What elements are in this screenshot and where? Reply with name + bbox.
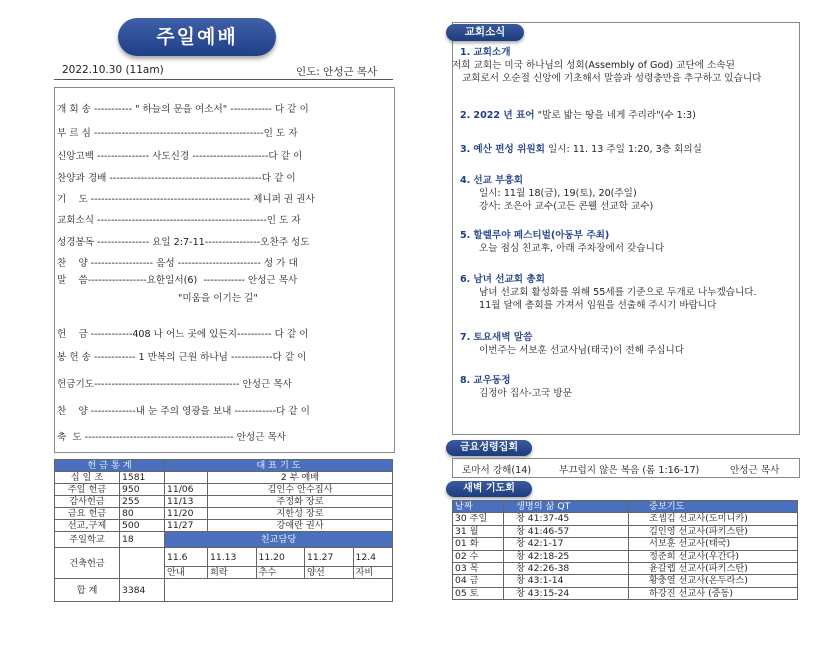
header-divider [54,79,393,80]
news-item: 2. 2022 년 표어 "발로 밟는 땅을 네게 주리라"(수 1:3) [460,110,696,121]
news-item: 6. 남녀 선교회 총회 남녀 선교회 활성화를 위해 55세를 기준으로 두개로 나누겠습니다. 11월 달에 총회를 가져서 임원을 선출해 주시기 바랍니다 [460,274,757,311]
order-row: 헌 금 ------------408 나 어느 곳에 있든지---------- 다 같 이 [57,329,309,340]
prayer-header: 대 표 기 도 [165,460,393,472]
friday-series: 로마서 강해(14) [462,465,532,476]
news-item: 3. 예산 편성 위원회 일시: 11. 13 주일 1:20, 3층 회의실 [460,144,702,155]
news-item: 7. 토요새벽 말씀 이번주는 서보훈 선교사님(태국)이 전해 주십니다 [460,332,685,356]
table-row: 건축헌금 11.6 11.13 11.20 11.27 12.4 [55,548,393,567]
order-row: 봉 헌 송 ------------ 1 만복의 근원 하나님 ------------다 같 이 [57,352,307,363]
table-row: 감사헌금 255 11/13 주정화 장로 [55,496,393,508]
table-row: 합 계 3384 [55,579,393,602]
order-row: 찬 양 ------------------ 음성 ------------------------ 성 가 대 [57,258,298,269]
news-item: 1. 교회소개 저희 교회는 미국 하나님의 성회(Assembly of God) 교단에 소속된 교회로서 오순절 신앙에 기초해서 말씀과 성령충만을 추구하고 있습니다 [452,47,762,84]
friday-pill: 금요성령집회 [446,440,532,456]
offering-header: 헌 금 통 계 [55,460,165,472]
table-row: 금요 헌금 80 11/20 지한성 장로 [55,508,393,520]
news-item: 4. 선교 부흥회 일시: 11월 18(금), 19(토), 20(주일) 강사: 조은아 교수(고든 콘웰 선교학 교수) [460,175,654,212]
order-row: 교회소식 -------------------------------------------------인 도 자 [57,215,301,226]
dawn-table: 날짜 생명의 삶 QT 중보기도 30 주일 창 41:37-45 조셉김 선교사(도미니카) 31 월 창 41:46-57 김인영 선교사(파키스탄) 01 화 창 42:1-17 서보훈 선교사(태국) 02 수 창 42:18-25 정준희 선교사(우간다) 03 목 창 42:26-38 윤갈렙 선교사(파키스탄) 04 금 창 43:1-14 황충열 선교사(온두라스) 05 토 창 43:15-24 하강진 선교사 (중동) [452,500,798,600]
table-row: 01 화 창 42:1-17 서보훈 선교사(태국) [453,538,798,550]
table-row: 02 수 창 42:18-25 정준희 선교사(우간다) [453,550,798,562]
table-row: 31 월 창 41:46-57 김인영 선교사(파키스탄) [453,525,798,537]
friday-preacher: 안성근 목사 [730,465,780,476]
order-row: 기 도 ---------------------------------------------- 제니퍼 권 권사 [57,194,315,205]
news-item: 5. 할렐루야 페스티벌(아동부 주최) 오늘 점심 친교후, 아래 주차장에서 갖습니다 [460,230,665,254]
service-date: 2022.10.30 (11am) [62,64,164,76]
table-row: 주일 헌금 950 11/06 김인수 안수집사 [55,484,393,496]
page-title: 주일예배 [118,18,276,56]
table-row: 05 토 창 43:15-24 하강진 선교사 (중동) [453,587,798,599]
table-row: 주일학교 18 친교담당 [55,532,393,548]
news-pill: 교회소식 [446,24,524,41]
table-row: 안내 희락 추수 양선 자비 [55,567,393,579]
order-row: 축 도 ------------------------------------------- 안성근 목사 [57,432,286,443]
offering-table [54,459,393,602]
greeter-header: 친교담당 [165,532,393,548]
order-row: 말 씀-----------------요한일서(6) ------------ 안성근 목사 [57,275,298,286]
table-row: 04 금 창 43:1-14 황충열 선교사(온두라스) [453,575,798,587]
order-of-worship-box [54,87,395,453]
order-row: 찬양과 경배 --------------------------------------------다 같 이 [57,173,296,184]
order-row: 부 르 심 -------------------------------------------------인 도 자 [57,128,298,139]
sermon-title: "미움을 이기는 길" [178,293,258,304]
service-preacher: 인도: 안성근 목사 [296,66,378,78]
table-row: 30 주일 창 41:37-45 조셉김 선교사(도미니카) [453,513,798,525]
order-row: 찬 양 -------------내 눈 주의 영광을 보내 ------------다 같 이 [57,406,310,417]
news-item: 8. 교우동정 김정아 집사-고국 방문 [460,375,572,399]
order-row: 신앙고백 --------------- 사도신경 ----------------------다 같 이 [57,151,303,162]
dawn-pill: 새벽 기도회 [446,481,532,497]
friday-topic: 부끄럽지 않은 복음 (롬 1:16-17) [559,465,700,476]
table-row: 선교,구제 500 11/27 강애란 권사 [55,520,393,532]
order-row: 개 회 송 ----------- " 하늘의 문을 여소서" ------------ 다 같 이 [57,104,309,115]
order-row: 성경봉독 --------------- 요일 2:7-11----------------오찬주 성도 [57,237,310,248]
table-row: 03 목 창 42:26-38 윤갈렙 선교사(파키스탄) [453,563,798,575]
friday-box [452,458,800,478]
table-row: 십 일 조 1581 2 부 예배 [55,472,393,484]
order-row: 헌금기도------------------------------------------ 안성근 목사 [57,379,292,390]
